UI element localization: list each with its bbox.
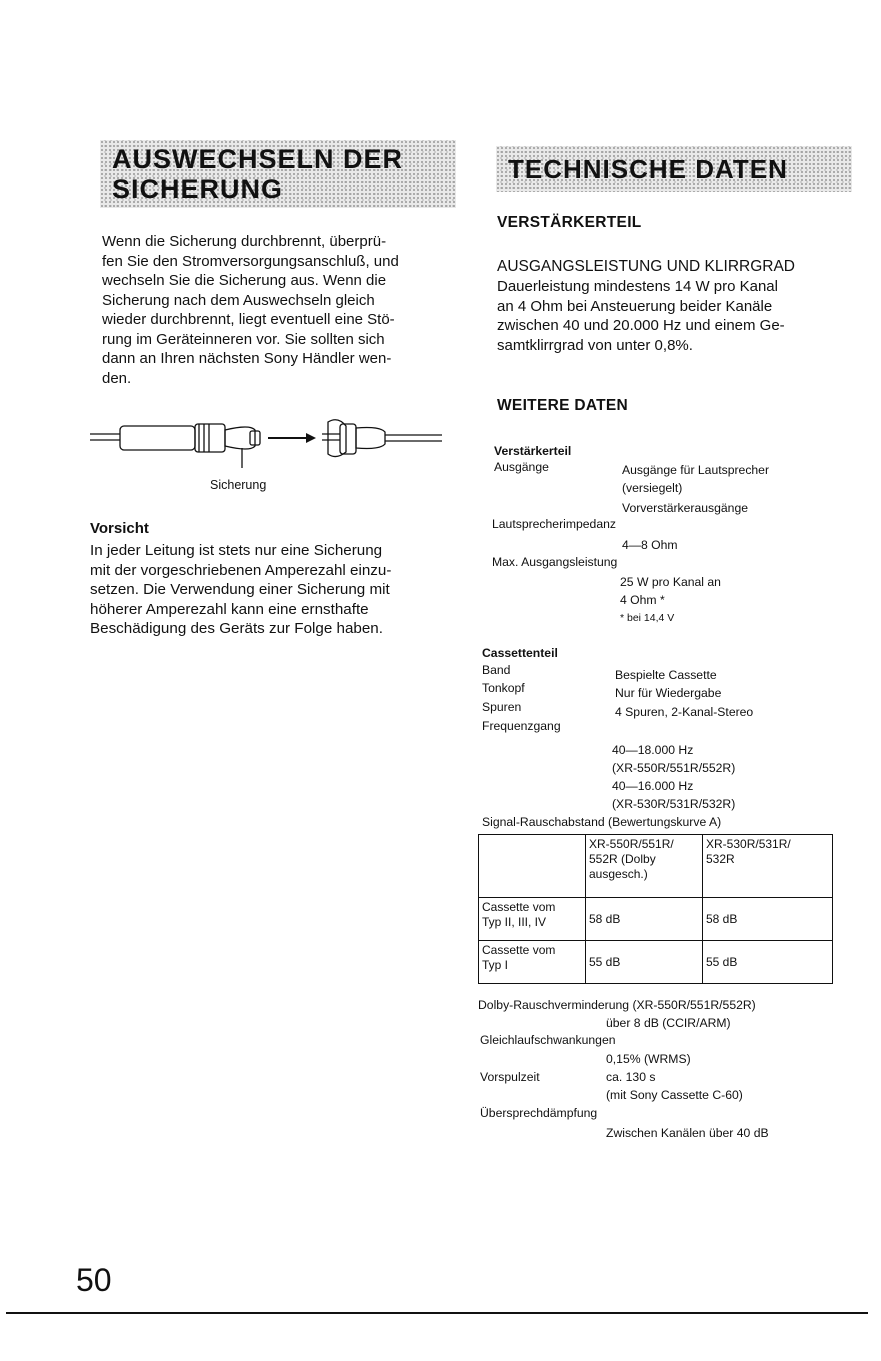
dolby-value: über 8 dB (CCIR/ARM) — [606, 1016, 731, 1030]
text-line: In jeder Leitung ist stets nur eine Sicherung — [90, 542, 383, 559]
head-value: Nur für Wiedergabe — [615, 686, 722, 700]
crosstalk-value: Zwischen Kanälen über 40 dB — [606, 1126, 769, 1140]
table-cell: 55 dB — [703, 941, 833, 984]
fuse-intro-paragraph — [102, 232, 458, 388]
snr-table — [478, 834, 833, 984]
text-line: rung im Geräteinneren vor. Sie sollten sich — [102, 330, 385, 348]
text-line: Sicherung nach dem Auswechseln gleich — [102, 291, 375, 309]
table-cell: 55 dB — [586, 941, 703, 984]
tracks-label: Spuren — [482, 700, 522, 714]
text-line: dann an Ihren nächsten Sony Händler wen- — [102, 350, 392, 367]
outputs-label: Ausgänge — [494, 460, 549, 474]
maxout-value-2: 4 Ohm * — [620, 593, 665, 607]
outputs-value-3: Vorverstärkerausgänge — [622, 501, 749, 515]
band-value: Bespielte Cassette — [615, 668, 717, 682]
output-title: AUSGANGSLEISTUNG UND KLIRRGRAD — [497, 258, 795, 275]
footer-rule — [6, 1312, 868, 1314]
figure-caption: Sicherung — [210, 478, 267, 492]
more-data-title: WEITERE DATEN — [497, 397, 629, 414]
ff-label: Vorspulzeit — [480, 1070, 540, 1084]
header-text: XR-530R/531R/ — [706, 837, 791, 851]
row-label-text: Cassette vom — [482, 900, 556, 914]
section-heading-specs — [496, 146, 852, 192]
text-line: samtklirrgrad von unter 0,8%. — [497, 336, 693, 354]
dolby-label: Dolby-Rauschverminderung (XR-550R/551R/552R) — [478, 998, 756, 1012]
cassette-subsection: Cassettenteil — [482, 646, 558, 660]
caution-title: Vorsicht — [90, 520, 149, 537]
table-cell: 58 dB — [586, 898, 703, 941]
row-label-text: Cassette vom — [482, 943, 556, 957]
amp-section-title: VERSTÄRKERTEIL — [497, 214, 642, 231]
text-line: den. — [102, 369, 132, 387]
ff-value-1: ca. 130 s — [606, 1070, 656, 1084]
text-line: wechseln Sie die Sicherung aus. Wenn die — [102, 272, 387, 289]
header-text: 532R — [706, 852, 735, 866]
text-line: zwischen 40 und 20.000 Hz und einem Ge- — [497, 317, 785, 334]
impedance-label: Lautsprecherimpedanz — [492, 517, 616, 531]
table-row — [479, 941, 833, 984]
freq-value-1: 40—18.000 Hz — [612, 743, 694, 757]
text-line: Beschädigung des Geräts zur Folge haben. — [90, 620, 383, 637]
amp-subsection: Verstärkerteil — [494, 444, 572, 458]
table-header-cell — [586, 835, 703, 898]
band-label: Band — [482, 663, 511, 677]
freq-value-4: (XR-530R/531R/532R) — [612, 797, 736, 811]
text-line: höherer Amperezahl kann eine ernsthafte — [90, 600, 369, 618]
page-number: 50 — [76, 1262, 112, 1298]
row-label-text: Typ I — [482, 958, 509, 972]
ff-value-2: (mit Sony Cassette C-60) — [606, 1088, 743, 1102]
row-label-text: Typ II, III, IV — [482, 915, 547, 929]
text-line: setzen. Die Verwendung einer Sicherung mit — [90, 581, 390, 598]
heading-line-1: AUSWECHSELN DER — [112, 144, 404, 174]
output-paragraph — [497, 277, 857, 355]
text-line: Wenn die Sicherung durchbrennt, überprü- — [102, 233, 387, 250]
heading-line-2: SICHERUNG — [112, 174, 284, 204]
tracks-value: 4 Spuren, 2-Kanal-Stereo — [615, 705, 754, 719]
table-header-row — [479, 835, 833, 898]
fuse-illustration — [90, 418, 450, 488]
row-label-cell — [479, 941, 586, 984]
table-cell: 58 dB — [703, 898, 833, 941]
freq-label: Frequenzgang — [482, 719, 561, 733]
snr-label: Signal-Rauschabstand (Bewertungskurve A) — [482, 815, 722, 829]
table-row — [479, 898, 833, 941]
header-text: ausgesch.) — [589, 867, 648, 881]
maxout-label: Max. Ausgangsleistung — [492, 555, 618, 569]
text-line: fen Sie den Stromversorgungsanschluß, und — [102, 252, 399, 270]
specs-heading-text: TECHNISCHE DATEN — [508, 154, 788, 184]
header-text: 552R (Dolby — [589, 852, 656, 866]
text-line: wieder durchbrennt, liegt eventuell eine Stö- — [102, 311, 395, 328]
wow-label: Gleichlaufschwankungen — [480, 1033, 616, 1047]
caution-paragraph — [90, 541, 450, 639]
text-line: mit der vorgeschriebenen Amperezahl einzu- — [90, 561, 392, 579]
outputs-value-2: (versiegelt) — [622, 481, 683, 495]
text-line: Dauerleistung mindestens 14 W pro Kanal — [497, 278, 778, 295]
table-header-cell — [703, 835, 833, 898]
head-label: Tonkopf — [482, 681, 525, 695]
section-heading-fuse — [100, 140, 456, 208]
wow-value: 0,15% (WRMS) — [606, 1052, 691, 1066]
row-label-cell — [479, 898, 586, 941]
maxout-value-3: * bei 14,4 V — [620, 612, 675, 624]
header-text: XR-550R/551R/ — [589, 837, 674, 851]
freq-value-2: (XR-550R/551R/552R) — [612, 761, 736, 775]
table-corner-cell — [479, 835, 586, 898]
text-line: an 4 Ohm bei Ansteuerung beider Kanäle — [497, 297, 773, 315]
freq-value-3: 40—16.000 Hz — [612, 779, 694, 793]
impedance-value: 4—8 Ohm — [622, 538, 678, 552]
outputs-value-1: Ausgänge für Lautsprecher — [622, 463, 770, 477]
crosstalk-label: Übersprechdämpfung — [480, 1106, 598, 1120]
maxout-value-1: 25 W pro Kanal an — [620, 575, 721, 589]
